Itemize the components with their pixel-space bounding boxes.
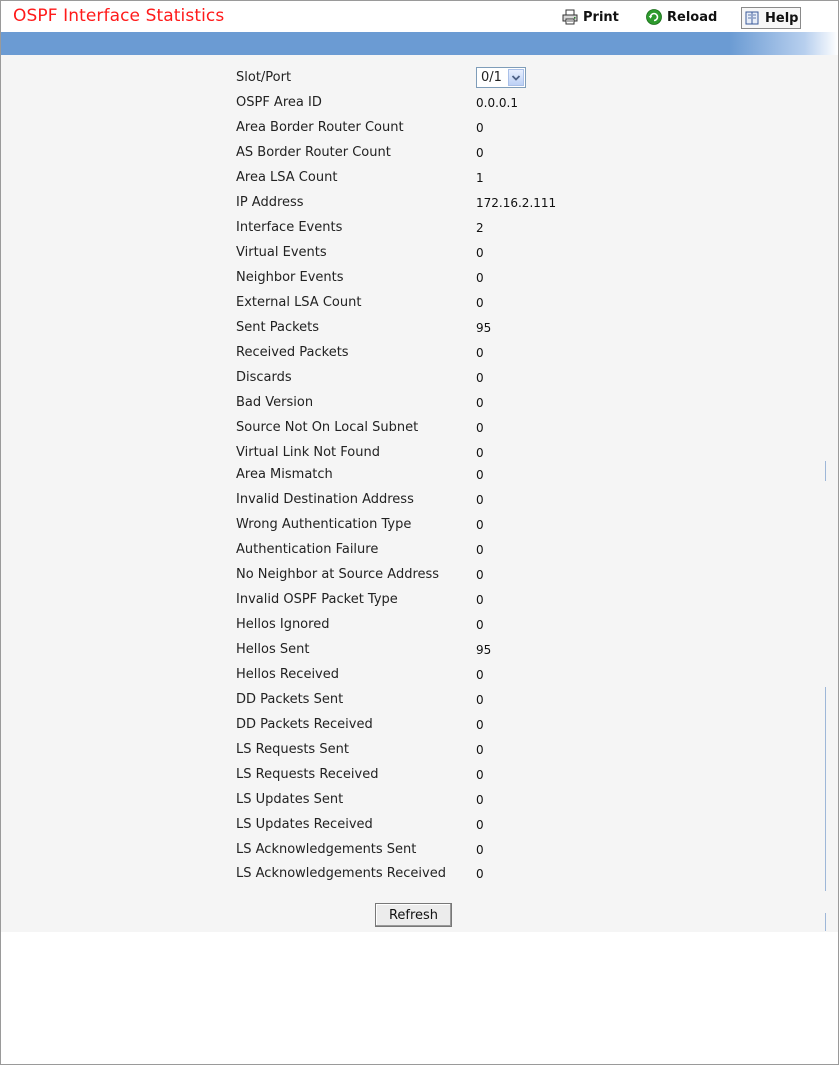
stat-value: 0 (476, 743, 484, 757)
stat-label: Bad Version (236, 395, 314, 410)
stat-row (236, 369, 636, 387)
stat-row (236, 466, 636, 484)
stat-value: 2 (476, 221, 484, 235)
stat-row (236, 244, 636, 262)
stat-value: 0 (476, 371, 484, 385)
stat-value: 0 (476, 421, 484, 435)
stat-value: 1 (476, 171, 484, 185)
stat-row (236, 269, 636, 287)
stat-value: 0 (476, 793, 484, 807)
stat-label: Neighbor Events (236, 270, 344, 285)
stat-row (236, 169, 636, 187)
refresh-button[interactable]: Refresh (375, 903, 452, 927)
stat-label: Invalid Destination Address (236, 492, 414, 507)
stat-label: Hellos Received (236, 667, 340, 682)
stat-row (236, 541, 636, 559)
stat-value: 0 (476, 568, 484, 582)
print-button[interactable] (562, 7, 619, 27)
stat-label: Authentication Failure (236, 542, 379, 557)
slot-port-value: 0/1 (481, 70, 502, 85)
stat-label: Wrong Authentication Type (236, 517, 412, 532)
stat-label: DD Packets Received (236, 717, 373, 732)
stat-row (236, 641, 636, 659)
stat-row (236, 444, 636, 462)
slot-port-label: Slot/Port (236, 70, 292, 85)
scrollbar-mark (825, 461, 826, 481)
stat-value: 0 (476, 396, 484, 410)
scrollbar-mark (825, 687, 826, 891)
stat-row (236, 119, 636, 137)
stat-value: 0 (476, 518, 484, 532)
stat-label: Area Mismatch (236, 467, 333, 482)
header-banner (1, 32, 838, 55)
reload-button[interactable] (646, 7, 717, 27)
scrollbar-mark (825, 913, 826, 931)
stat-label: Virtual Link Not Found (236, 445, 380, 460)
stat-label: LS Requests Sent (236, 742, 349, 757)
stat-label: OSPF Area ID (236, 95, 322, 110)
stat-label: LS Requests Received (236, 767, 379, 782)
stat-label: AS Border Router Count (236, 145, 391, 160)
stat-label: Virtual Events (236, 245, 327, 260)
stat-row (236, 319, 636, 337)
stat-row (236, 766, 636, 784)
stat-value: 0.0.0.1 (476, 96, 518, 110)
stat-label: LS Updates Received (236, 817, 373, 832)
stat-row (236, 419, 636, 437)
stat-row (236, 491, 636, 509)
stat-row (236, 591, 636, 609)
stat-label: Source Not On Local Subnet (236, 420, 419, 435)
stat-label: Interface Events (236, 220, 343, 235)
stat-row (236, 144, 636, 162)
stat-value: 0 (476, 867, 484, 881)
stat-row (236, 294, 636, 312)
stat-value: 0 (476, 718, 484, 732)
stat-value: 0 (476, 768, 484, 782)
stat-label: Hellos Sent (236, 642, 310, 657)
stat-value: 0 (476, 271, 484, 285)
stat-value: 0 (476, 618, 484, 632)
stat-value: 0 (476, 818, 484, 832)
stat-value: 95 (476, 643, 492, 657)
header (1, 1, 838, 31)
stat-label: Hellos Ignored (236, 617, 330, 632)
stat-value: 0 (476, 296, 484, 310)
help-book-icon (744, 10, 760, 26)
stat-row (236, 816, 636, 834)
stat-value: 0 (476, 121, 484, 135)
stat-label: No Neighbor at Source Address (236, 567, 440, 582)
chevron-down-icon[interactable] (508, 69, 524, 86)
stat-value: 0 (476, 493, 484, 507)
stat-row (236, 219, 636, 237)
stat-value: 95 (476, 321, 492, 335)
slot-port-select[interactable] (476, 67, 526, 88)
reload-label: Reload (667, 9, 718, 25)
print-label: Print (583, 9, 619, 25)
stat-value: 0 (476, 843, 484, 857)
stat-label: Area LSA Count (236, 170, 338, 185)
stat-row (236, 691, 636, 709)
stat-label: DD Packets Sent (236, 692, 344, 707)
stat-value: 0 (476, 468, 484, 482)
stat-label: LS Acknowledgements Received (236, 866, 446, 881)
stat-label: IP Address (236, 195, 304, 210)
stat-value: 0 (476, 593, 484, 607)
stat-value: 0 (476, 668, 484, 682)
stat-label: LS Acknowledgements Sent (236, 842, 417, 857)
stat-row (236, 716, 636, 734)
stat-value: 0 (476, 146, 484, 160)
stat-label: LS Updates Sent (236, 792, 344, 807)
stat-row (236, 865, 636, 883)
stat-row (236, 791, 636, 809)
stat-row (236, 394, 636, 412)
slot-port-row (236, 69, 636, 87)
stat-row (236, 516, 636, 534)
stat-row (236, 841, 636, 859)
reload-icon (646, 9, 662, 25)
stat-row (236, 94, 636, 112)
stat-label: Area Border Router Count (236, 120, 404, 135)
stat-value: 0 (476, 446, 484, 460)
stat-row (236, 194, 636, 212)
printer-icon (562, 9, 578, 25)
page-title: OSPF Interface Statistics (13, 6, 225, 26)
stat-row (236, 616, 636, 634)
help-button[interactable] (741, 7, 801, 29)
stat-label: External LSA Count (236, 295, 362, 310)
stat-value: 0 (476, 346, 484, 360)
stat-value: 172.16.2.111 (476, 196, 557, 210)
stat-row (236, 344, 636, 362)
stat-label: Discards (236, 370, 292, 385)
stat-value: 0 (476, 543, 484, 557)
stat-value: 0 (476, 693, 484, 707)
stat-value: 0 (476, 246, 484, 260)
help-label: Help (765, 10, 799, 26)
stat-row (236, 741, 636, 759)
stat-label: Invalid OSPF Packet Type (236, 592, 398, 607)
stat-row (236, 566, 636, 584)
empty-area (1, 932, 838, 1064)
stat-label: Received Packets (236, 345, 349, 360)
stat-label: Sent Packets (236, 320, 320, 335)
stat-row (236, 666, 636, 684)
